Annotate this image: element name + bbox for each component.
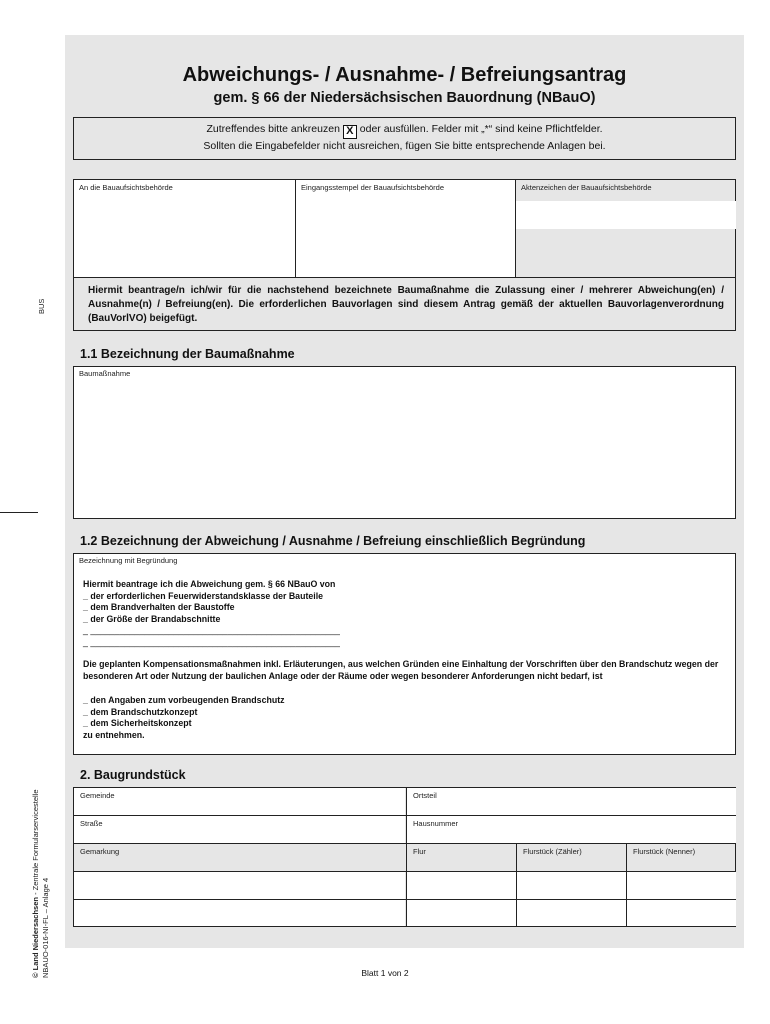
street-field[interactable]: [74, 816, 405, 843]
stamp-field[interactable]: [296, 180, 515, 277]
cadastral-district-field-2[interactable]: [74, 900, 405, 926]
parcel-section-label: Flur: [413, 847, 426, 856]
compensation-lines: [83, 695, 723, 741]
parcel-section-field[interactable]: [407, 872, 516, 899]
bus-label: BUS: [37, 298, 46, 314]
recipient-label: An die Bauaufsichtsbehörde: [79, 183, 173, 192]
parcel-denominator-field[interactable]: [627, 872, 736, 899]
justification-line: _ der Größe der Brandabschnitte: [83, 613, 221, 624]
justification-field[interactable]: [73, 553, 736, 755]
recipient-field[interactable]: [74, 180, 295, 277]
compensation-line: _ den Angaben zum vorbeugenden Brandschutz: [83, 695, 285, 705]
checkbox-example-icon: X: [343, 125, 357, 139]
justification-line: Hiermit beantrage ich die Abweichung gem. § 66 NBauO von: [83, 579, 336, 589]
justification-line: _ ___________________________________________________: [83, 636, 340, 647]
compensation-paragraph: Die geplanten Kompensationsmaßnahmen inkl. Erläuterungen, aus welchen Gründen eine Einhaltung der Vorschriften über den Brandschutz wegen der besonderen Art oder Nutzung der baulichen Anlage oder der Räume oder wegen besonderer Anforderungen nicht bedarf, ist: [83, 659, 719, 681]
cadastral-district-field[interactable]: [74, 872, 405, 899]
copyright-bold: © Land Niedersachsen: [31, 897, 40, 978]
construction-measure-label: Baumaßnahme: [79, 369, 131, 378]
justification-line: _ dem Brandverhalten der Baustoffe: [83, 602, 235, 613]
notice-box: [73, 117, 736, 160]
justification-line: _ der erforderlichen Feuerwiderstandsklasse der Bauteile: [83, 590, 324, 601]
cadastral-district-label: Gemarkung: [80, 847, 120, 856]
justification-lines: [83, 579, 723, 649]
municipality-field[interactable]: [74, 788, 405, 815]
parcel-section-field-2[interactable]: [407, 900, 516, 926]
district-field[interactable]: [407, 788, 736, 815]
parcel-numerator-field[interactable]: [517, 872, 626, 899]
form-subtitle: gem. § 66 der Niedersächsischen Bauordnung (NBauO): [213, 90, 596, 106]
copyright-rest: - Zentrale Formularservicestelle: [31, 789, 40, 898]
request-text: Hiermit beantrage/n ich/wir für die nachstehend bezeichnete Baumaßnahme die Zulassung einer / mehrerer Abweichung(en) / Ausnahme(n) / Befreiung(en). Die erforderlichen Bauvorlagen sind diesem Antrag gemäß der aktuellen Bauvorlagenverordnung (BauVorlVO) beigefügt.: [88, 285, 724, 324]
compensation-line: _ dem Sicherheitskonzept: [83, 718, 192, 729]
form-code: NBAUO-016-NI-FL – Anlage 4: [41, 877, 50, 978]
section-1-2-heading: 1.2 Bezeichnung der Abweichung / Ausnahme / Befreiung einschließlich Begründung: [80, 534, 586, 548]
section-1-1-heading: 1.1 Bezeichnung der Baumaßnahme: [80, 347, 295, 361]
page-footer: Blatt 1 von 2: [361, 968, 409, 978]
section-2-heading: 2. Baugrundstück: [80, 768, 186, 782]
street-label: Straße: [80, 819, 103, 828]
justification-label: Bezeichnung mit Begründung: [79, 556, 178, 565]
authority-box: [73, 179, 736, 331]
district-label: Ortsteil: [413, 791, 437, 800]
parcel-denominator-field-2[interactable]: [627, 900, 736, 926]
fold-mark: [0, 512, 38, 513]
compensation-line: _ dem Brandschutzkonzept: [83, 706, 198, 717]
notice-line-1: Zutreffendes bitte ankreuzen X oder ausfüllen. Felder mit „*“ sind keine Pflichtfelder.: [206, 123, 603, 137]
parcel-denominator-label: Flurstück (Nenner): [633, 847, 696, 856]
copyright-note: [31, 789, 40, 978]
stamp-label: Eingangsstempel der Bauaufsichtsbehörde: [301, 183, 445, 192]
parcel-numerator-field-2[interactable]: [517, 900, 626, 926]
parcel-numerator-label: Flurstück (Zähler): [523, 847, 582, 856]
house-number-label: Hausnummer: [413, 819, 459, 828]
compensation-line: zu entnehmen.: [83, 729, 145, 740]
form-title: Abweichungs- / Ausnahme- / Befreiungsantrag: [182, 64, 627, 86]
justification-line: _ ___________________________________________________: [83, 625, 340, 636]
construction-measure-field[interactable]: [73, 366, 736, 519]
municipality-label: Gemeinde: [80, 791, 115, 800]
file-number-field[interactable]: [516, 201, 736, 229]
notice-line-2: Sollten die Eingabefelder nicht ausreichen, fügen Sie bitte entsprechende Anlagen bei.: [203, 140, 606, 152]
file-number-label: Aktenzeichen der Bauaufsichtsbehörde: [521, 183, 652, 192]
property-table: [73, 787, 736, 927]
